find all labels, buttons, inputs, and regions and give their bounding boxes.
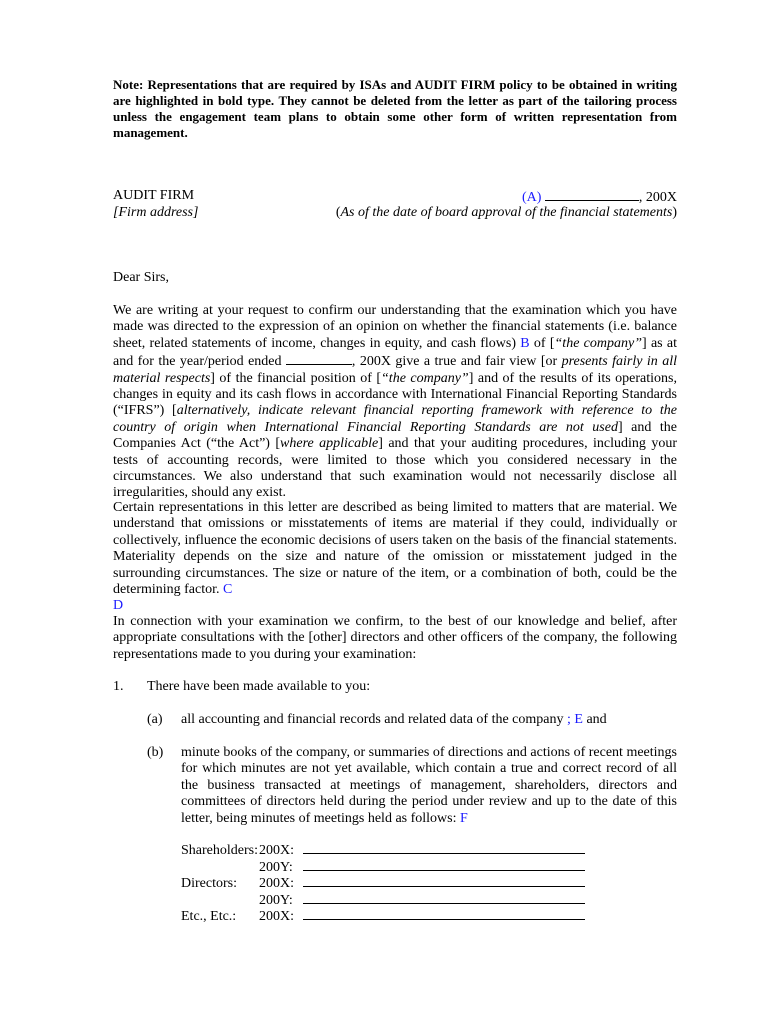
- item-a-text: all accounting and financial records and related data of the company ; E and: [181, 712, 607, 727]
- meeting-row: 200Y:: [181, 893, 585, 909]
- minutes-line: [303, 909, 585, 920]
- meeting-row: Etc., Etc.: 200X:: [181, 909, 585, 925]
- bold-note: Note: Representations that are required by ISAs and AUDIT FIRM policy to be obtained in writing are highlighted in bold type. They cannot be deleted from the letter as part of the tailoring process unless the engagement team plans to obtain some other form of written representation from management.: [113, 77, 677, 140]
- meeting-row: 200Y:: [181, 860, 585, 876]
- date-note: (As of the date of board approval of the financial statements): [335, 205, 677, 220]
- paragraph-1: We are writing at your request to confirm our understanding that the examination which you have made was directed to the expression of an opinion on whether the financial statements (i.e. balance sheet, related statements of income, changes in equity, and cash flows) B of [“the company”] as at and for the year/period ended , 200X give a true and fair view [or presents fairly in all material respects] of the financial position of [“the company”] and of the results of its operations, changes in equity and its cash flows in accordance with International Financial Reporting Standards (“IFRS”) [alternatively, indicate relevant financial reporting framework with reference to the country of origin when International Financial Reporting Standards are not used] and the Companies Act (“the Act”) [where applicable] and that your auditing procedures, including your tests of accounting records, were limited to those which you considered necessary in the circumstances. We also understand that such examination would not necessarily disclose all irregularities, should any exist.: [113, 303, 677, 501]
- firm-address: [Firm address]: [113, 205, 199, 220]
- minutes-line: [303, 893, 585, 904]
- meetings-table: [181, 843, 601, 933]
- minutes-line: [303, 876, 585, 887]
- paragraph-3: In connection with your examination we confirm, to the best of our knowledge and belief, after appropriate consultations with the [other] directors and other officers of the company, the following representations made to you during your examination:: [113, 614, 677, 662]
- marker-e: ; E: [563, 712, 583, 727]
- minutes-line: [303, 860, 585, 871]
- date-blank: [545, 188, 639, 201]
- marker-f: F: [460, 810, 468, 826]
- meeting-row: Directors: 200X:: [181, 876, 585, 892]
- item-b-text: minute books of the company, or summaries of directions and actions of recent meetings for which minutes are not yet available, which contain a true and correct record of all the business transacted at meetings of management, shareholders, directors and committees of directors held during the period under review and up to the date of this letter, being minutes of meetings held as follows: F: [181, 745, 677, 826]
- firm-name: AUDIT FIRM: [113, 188, 195, 203]
- marker-c: C: [223, 582, 233, 598]
- marker-d: D: [113, 598, 124, 614]
- meeting-row: Shareholders:200X:: [181, 843, 585, 859]
- minutes-line: [303, 843, 585, 854]
- period-blank: [286, 352, 352, 365]
- marker-a: (A): [521, 190, 542, 205]
- item-1-number: 1.: [113, 679, 124, 694]
- salutation: Dear Sirs,: [113, 270, 169, 285]
- item-1-text: There have been made available to you:: [147, 679, 371, 694]
- marker-b: B: [520, 335, 530, 351]
- paragraph-2: Certain representations in this letter are described as being limited to matters that are material. We understand that omissions or misstatements of items are material if they could, individually or collectively, influence the economic decisions of users taken on the basis of the financial statements. Materiality depends on the size and nature of the omission or misstatement judged in the surrounding circumstances. The size or nature of the item, or a combination of both, could be the determining factor. C D: [113, 500, 677, 614]
- letter-date: (A) , 200X: [521, 190, 677, 205]
- item-a-label: (a): [147, 712, 163, 727]
- item-b-label: (b): [147, 745, 164, 760]
